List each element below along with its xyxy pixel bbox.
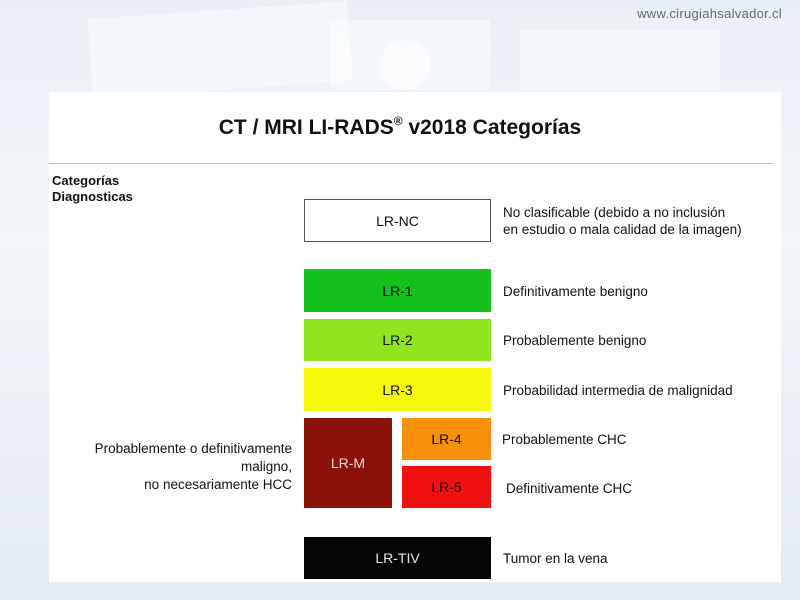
- category-box-lr-2: [304, 319, 491, 361]
- category-box-lr-1: [304, 269, 491, 312]
- divider: [49, 163, 774, 164]
- category-desc-lr-1: Definitivamente benigno: [503, 284, 648, 299]
- category-label: LR-TIV: [375, 550, 420, 566]
- category-desc-lr-3: Probabilidad intermedia de malignidad: [503, 383, 733, 398]
- category-label: LR-5: [431, 479, 462, 495]
- malignant-note: [52, 440, 292, 494]
- category-box-lr-m: [304, 418, 392, 508]
- category-label: LR-2: [382, 332, 413, 348]
- category-box-lr-tiv: [304, 537, 491, 579]
- note-line: Probablemente o definitivamente: [94, 441, 292, 456]
- category-label: LR-1: [382, 282, 413, 299]
- category-desc-lr-tiv: Tumor en la vena: [503, 551, 608, 566]
- title-main: CT / MRI LI-RADS: [218, 116, 394, 139]
- desc-line: en estudio o mala calidad de la imagen): [503, 222, 742, 237]
- note-line: maligno,: [240, 459, 292, 474]
- note-line: no necesariamente HCC: [144, 477, 292, 492]
- category-label: LR-4: [431, 431, 462, 447]
- desc-line: No clasificable (debido a no inclusión: [503, 205, 726, 220]
- background-shape: [520, 30, 720, 90]
- category-box-lr-3: [304, 368, 491, 411]
- category-label: LR-3: [382, 381, 413, 398]
- background-shape: [380, 40, 430, 90]
- section-heading: [52, 173, 133, 205]
- category-box-lr-nc: [304, 199, 491, 242]
- background-shape: [88, 1, 353, 99]
- site-url: www.cirugiahsalvador.cl: [637, 6, 782, 21]
- heading-line: Categorías: [52, 173, 120, 188]
- category-desc-lr-4: Probablemente CHC: [502, 432, 627, 447]
- category-box-lr-5: [402, 466, 491, 508]
- registered-mark: ®: [393, 114, 403, 128]
- category-desc-lr-nc: [503, 204, 742, 238]
- category-label: LR-NC: [376, 212, 419, 229]
- page-title: [0, 116, 800, 140]
- category-desc-lr-2: Probablemente benigno: [503, 333, 647, 348]
- category-label: LR-M: [330, 455, 366, 471]
- category-desc-lr-5: Definitivamente CHC: [506, 481, 633, 496]
- title-version: v2018 Categorías: [408, 116, 582, 139]
- category-box-lr-4: [402, 418, 491, 460]
- heading-line: Diagnosticas: [52, 189, 133, 204]
